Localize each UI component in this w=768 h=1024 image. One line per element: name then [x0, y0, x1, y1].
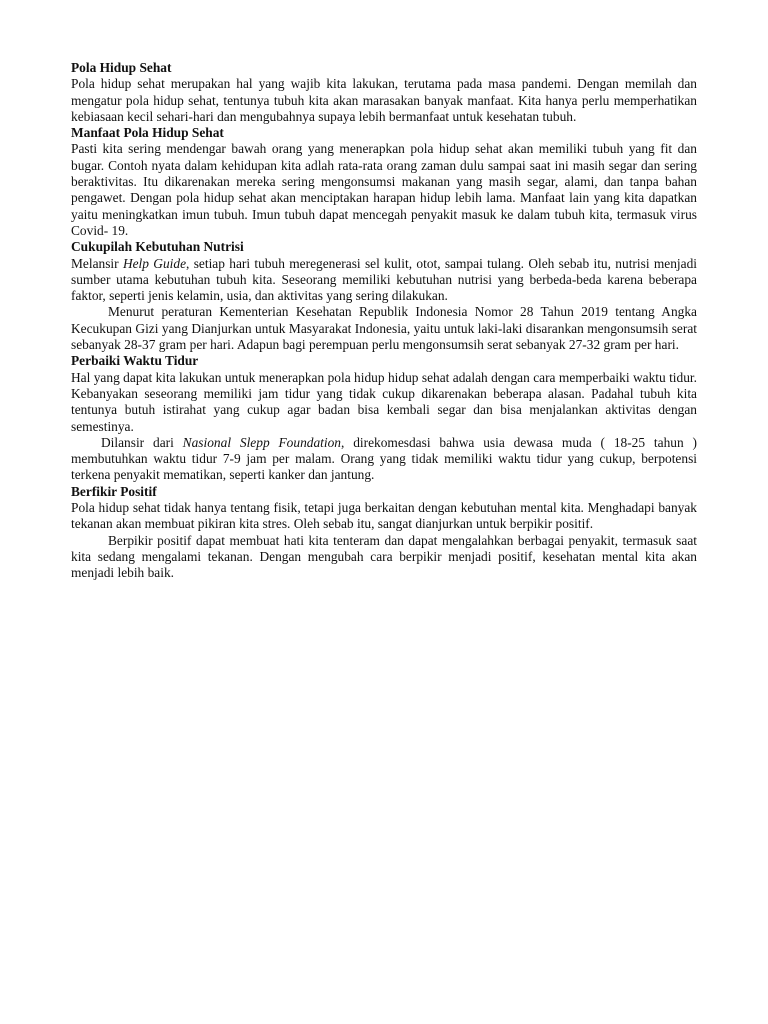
paragraph: [71, 256, 697, 305]
paragraph-text: Melansir: [71, 255, 123, 271]
section-heading: Pola Hidup Sehat: [71, 60, 172, 75]
paragraph: Pasti kita sering mendengar bawah orang yang menerapkan pola hidup sehat akan memiliki tubuh yang fit dan bugar. Contoh nyata dalam kehidupan kita adlah rata-rata orang zaman dulu sampai saat ini masih segar dan sering beraktivitas. Itu dikarenakan mereka sering mengonsumsi makanan yang masih segar, alami, dan tanpa bahan pengawet. Dengan pola hidup sehat akan menciptakan harapan hidup lebih lama. Manfaat lain yang kita dapatkan yaitu meningkatkan imun tubuh. Imun tubuh dapat mencegah penyakit masuk ke dalam tubuh kita, termasuk virus Covid- 19.: [71, 141, 697, 238]
section-heading: Manfaat Pola Hidup Sehat: [71, 125, 224, 141]
source-name-italic: Nasional Slepp Foundation: [182, 434, 341, 450]
section-heading: Berfikir Positif: [71, 483, 157, 499]
paragraph-text: , direkomesdasi bahwa usia dewasa muda ( 18-25 tahun ) membutuhkan waktu tidur 7-9 jam per malam. Orang yang tidak memiliki waktu tidur yang cukup, berpotensi terkena penyakit mematikan, seperti kanker dan jantung.: [71, 434, 697, 483]
paragraph: [71, 435, 697, 484]
paragraph-text: Dilansir dari: [101, 434, 183, 450]
section-heading: Perbaiki Waktu Tidur: [71, 353, 199, 369]
paragraph: Pola hidup sehat tidak hanya tentang fisik, tetapi juga berkaitan dengan kebutuhan mental kita. Menghadapi banyak tekanan akan membuat pikiran kita stres. Oleh sebab itu, sangat dianjurkan untuk berpikir positif.: [71, 500, 697, 532]
document-page: [71, 60, 697, 582]
source-name-italic: Help Guide: [122, 255, 187, 271]
paragraph: Berpikir positif dapat membuat hati kita tenteram dan dapat mengalahkan berbagai penyakit, termasuk saat kita sedang mengalami tekanan. Dengan mengubah cara berpikir menjadi positif, kesehatan mental kita akan menjadi lebih baik.: [71, 532, 697, 581]
section-heading: Cukupilah Kebutuhan Nutrisi: [71, 239, 244, 255]
paragraph: Menurut peraturan Kementerian Kesehatan Republik Indonesia Nomor 28 Tahun 2019 tentang Angka Kecukupan Gizi yang Dianjurkan untuk Masyarakat Indonesia, yaitu untuk laki-laki disarankan mengonsumsih serat sebanyak 28-37 gram per hari. Adapun bagi perempuan perlu mengonsumsih serat sebanyak 27-32 gram per hari.: [71, 304, 697, 353]
paragraph: Hal yang dapat kita lakukan untuk menerapkan pola hidup hidup sehat adalah dengan cara memperbaiki waktu tidur. Kebanyakan seseorang memiliki jam tidur yang tidak cukup dikarenakan beberapa alasan. Padahal tubuh kita tentunya butuh istirahat yang cukup agar badan bisa kembali segar dan bisa menjalankan aktivitas dengan semestinya.: [71, 369, 697, 434]
paragraph-text: , setiap hari tubuh meregenerasi sel kulit, otot, sampai tulang. Oleh sebab itu, nutrisi menjadi sumber utama kebutuhan tubuh kita. Seseorang memiliki kebutuhan nutrisi yang berbeda-beda karena beberapa faktor, seperti jenis kelamin, usia, dan aktivitas yang sering dilakukan.: [71, 255, 697, 304]
paragraph: Pola hidup sehat merupakan hal yang wajib kita lakukan, terutama pada masa pandemi. Dengan memilah dan mengatur pola hidup sehat, tentunya tubuh kita akan marasakan banyak manfaat. Kita hanya perlu memperhatikan kebiasaan kecil sehari-hari dan mengubahnya supaya lebih bermanfaat untuk kesehatan tubuh.: [71, 76, 697, 124]
